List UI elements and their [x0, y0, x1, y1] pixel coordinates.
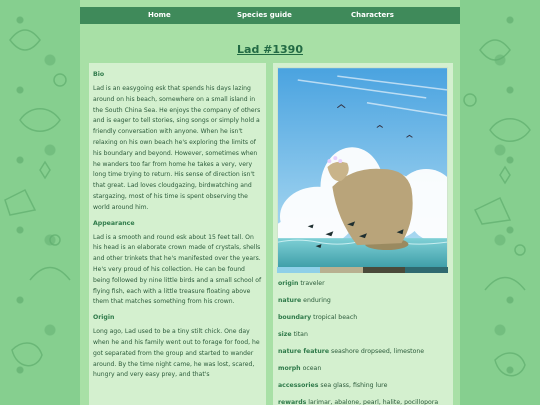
attribute-label: origin: [278, 280, 299, 287]
appearance-text: Lad is a smooth and round esk about 15 feet tall. On his head is an elaborate crown made of crystals, shells and other trinkets that he's manifested over the years. He's very proud of his collection. He can be found being followed by nine little birds and a small school of flying fish, each with a little treasure floating above them that matches something from his crown.: [93, 233, 262, 306]
attribute-row: [278, 279, 450, 296]
attribute-label: size: [278, 331, 292, 338]
palette-swatch: [363, 267, 406, 273]
details-column: [273, 63, 453, 405]
attribute-value: ocean: [302, 365, 322, 372]
attribute-value: enduring: [303, 297, 331, 304]
bio-text: Lad is an easygoing esk that spends his days lazing around on his beach, somewhere on a small island in the South China Sea. He enjoys the company of others and is eager to tell stories, sing songs or simply hold a friendly conversation with anyone. When he isn't relaxing on his own beach he's exploring the limits of his boundary and beyond. However, sometimes when he wanders too far from home he takes a very, very long time trying to return. His sense of direction isn't that great. Lad loves cloudgazing, birdwatching and stargazing, most of his time is spent observing the world around him.: [93, 85, 261, 211]
attribute-value: traveler: [300, 280, 325, 287]
attribute-label: boundary: [278, 314, 312, 321]
palette-swatch: [277, 267, 320, 273]
character-artwork: [277, 67, 448, 269]
attribute-value: sea glass, fishing lure: [320, 382, 388, 389]
nav-species-guide-link[interactable]: Species guide: [237, 11, 292, 19]
color-palette: [277, 267, 448, 273]
origin-text: Long ago, Lad used to be a tiny stilt chick. One day when he and his family went out to forage for food, he got separated from the group and started to wander around. By the time night came, he was lost, scared, hungry and very easy prey, and that's: [93, 328, 260, 379]
title-wrap: [80, 38, 460, 57]
attribute-row: [278, 330, 450, 347]
palette-swatch: [320, 267, 363, 273]
attribute-label: nature: [278, 297, 302, 304]
attribute-label: accessories: [278, 382, 319, 389]
attribute-label: rewards: [278, 399, 307, 405]
attribute-value: seashore dropseed, limestone: [331, 348, 425, 355]
attribute-row: [278, 398, 450, 405]
bio-heading: Bio: [93, 71, 105, 78]
page-title: Lad #1390: [237, 43, 303, 56]
origin-heading: Origin: [93, 314, 115, 322]
attribute-list: [278, 279, 450, 405]
attribute-label: nature feature: [278, 348, 330, 355]
top-nav: [80, 7, 460, 24]
nav-characters-link[interactable]: Characters: [351, 11, 394, 19]
attribute-row: [278, 347, 450, 364]
palette-swatch: [405, 267, 448, 273]
attribute-value: titan: [293, 331, 308, 338]
nav-home-link[interactable]: Home: [148, 11, 171, 19]
attribute-row: [278, 364, 450, 381]
bio-column: [89, 63, 266, 405]
attribute-row: [278, 313, 450, 330]
attribute-row: [278, 381, 450, 398]
attribute-value: tropical beach: [313, 314, 358, 321]
attribute-label: morph: [278, 365, 301, 372]
attribute-value: larimar, abalone, pearl, halite, pocillopora: [308, 399, 439, 405]
appearance-heading: Appearance: [93, 219, 135, 227]
attribute-row: [278, 296, 450, 313]
